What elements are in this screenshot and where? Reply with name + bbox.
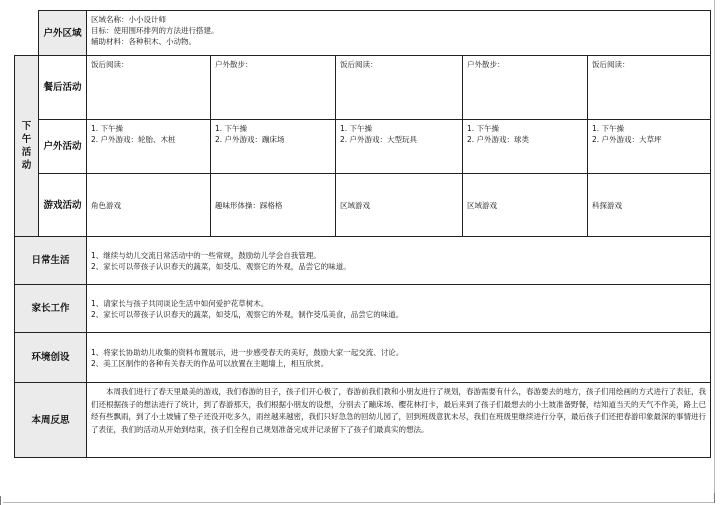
outdoor-area-content	[87, 11, 711, 56]
activity-line: 1. 下午操	[91, 124, 124, 133]
environment-line: 1、将家长协助幼儿收集的资料布置展示，进一步感受春天的美好，鼓励大家一起交流、讨论。	[91, 347, 404, 357]
daily-life-content	[87, 237, 711, 285]
outdoor-area-label: 户外区域	[39, 11, 87, 56]
environment-line: 2、美工区制作的各种有关春天的作品可以放置在主题墙上，相互欣赏。	[91, 358, 329, 368]
parent-work-content	[87, 285, 711, 333]
activity-line: 2. 户外游戏：球类	[467, 135, 530, 144]
weekly-reflection-content	[87, 383, 711, 458]
after-meal-cell: 户外散步：	[463, 56, 588, 120]
environment-row	[15, 333, 711, 383]
outdoor-activity-cell	[463, 120, 588, 174]
daily-life-label: 日常生活	[15, 237, 87, 285]
after-meal-row	[15, 56, 711, 120]
blank-corner-cell	[15, 11, 39, 56]
crop-mark-left-bottom	[0, 496, 1, 505]
activity-line: 1. 下午操	[467, 124, 500, 133]
weekly-reflection-text: 本周我们进行了春天里最美的游戏，我们春游的目子，孩子们开心极了，春游前我们教和小朋友进行了规划，春游需要有什么，春游要去的地方，孩子们用绘画的方式进行了表征，我们还根据孩子的想法进行了统计，到了春游那天，我们根据小朋友的设想，分别去了蹦床场、樱花林打卡，最后来到了孩子们最想去的小土坡准备野餐，结知道当天的天气不作美，路上已经有些飘雨，到了小土坡铺了垫子还没开吃多久，雨丝越来越密，我们只好急急的回幼儿园了，回到班级意犹未尽，我们在班级里继续进行分享，最后孩子们还把春游印象最深的事情进行了表征，我们的活动从开始到结束，孩子们全程自己规划准备完成并记录留下了孩子们最真实的想法。	[91, 387, 706, 434]
outdoor-activity-cell	[336, 120, 463, 174]
activity-line: 1. 下午操	[215, 124, 248, 133]
game-activity-row	[15, 174, 711, 237]
environment-label: 环境创设	[15, 333, 87, 383]
game-activity-cell: 区域游戏	[336, 174, 463, 237]
outdoor-area-line: 辅助材料：各种积木、小动物。	[91, 37, 196, 46]
game-activity-cell: 区域游戏	[463, 174, 588, 237]
parent-work-line: 1、请家长与孩子共同谈论生活中如何爱护花草树木。	[91, 298, 269, 308]
parent-work-label: 家长工作	[15, 285, 87, 333]
game-activity-cell: 科探游戏	[588, 174, 711, 237]
activity-line: 1. 下午操	[340, 124, 373, 133]
parent-work-row	[15, 285, 711, 333]
activity-line: 2. 户外游戏：大草坪	[592, 135, 662, 144]
outdoor-area-line: 区域名称：小小设计师	[91, 15, 166, 24]
outdoor-activity-cell	[87, 120, 211, 174]
outdoor-area-line: 目标：使用围环排列的方法进行搭建。	[91, 26, 219, 35]
game-activity-cell: 角色游戏	[87, 174, 211, 237]
outdoor-area-row	[15, 11, 711, 56]
outdoor-activity-label: 户外活动	[39, 120, 87, 174]
activity-line: 2. 户外游戏：蹦床场	[215, 135, 285, 144]
environment-content	[87, 333, 711, 383]
weekly-reflection-label: 本周反思	[15, 383, 87, 458]
after-meal-label: 餐后活动	[39, 56, 87, 120]
outdoor-activity-cell	[588, 120, 711, 174]
daily-life-line: 2、家长可以带孩子认识春天的蔬菜，如茭瓜、观察它的外观，品尝它的味道。	[91, 261, 351, 271]
game-activity-label: 游戏活动	[39, 174, 87, 237]
daily-life-row	[15, 237, 711, 285]
outdoor-activity-row	[15, 120, 711, 174]
game-activity-cell: 趣味形体操：踩格格	[211, 174, 336, 237]
daily-life-line: 1、继续与幼儿交流日常活动中的一些常规，鼓励幼儿学会自我管理。	[91, 250, 321, 260]
parent-work-line: 2、家长可以带孩子认识春天的蔬菜，如茭瓜，观察它的外观，制作茭瓜美食，品尝它的味道。	[91, 309, 404, 319]
crop-mark-right-bottom	[714, 493, 715, 503]
afternoon-activity-label: 下午活动	[15, 56, 39, 237]
after-meal-cell: 饭后阅读：	[588, 56, 711, 120]
weekly-reflection-row	[15, 383, 711, 458]
activity-line: 1. 下午操	[592, 124, 625, 133]
weekly-plan-table	[14, 10, 711, 458]
after-meal-cell: 户外散步：	[211, 56, 336, 120]
activity-line: 2. 户外游戏：轮胎、木桩	[91, 135, 176, 144]
activity-line: 2. 户外游戏：大型玩具	[340, 135, 418, 144]
after-meal-cell: 饭后阅读：	[336, 56, 463, 120]
after-meal-cell: 饭后阅读：	[87, 56, 211, 120]
outdoor-activity-cell	[211, 120, 336, 174]
